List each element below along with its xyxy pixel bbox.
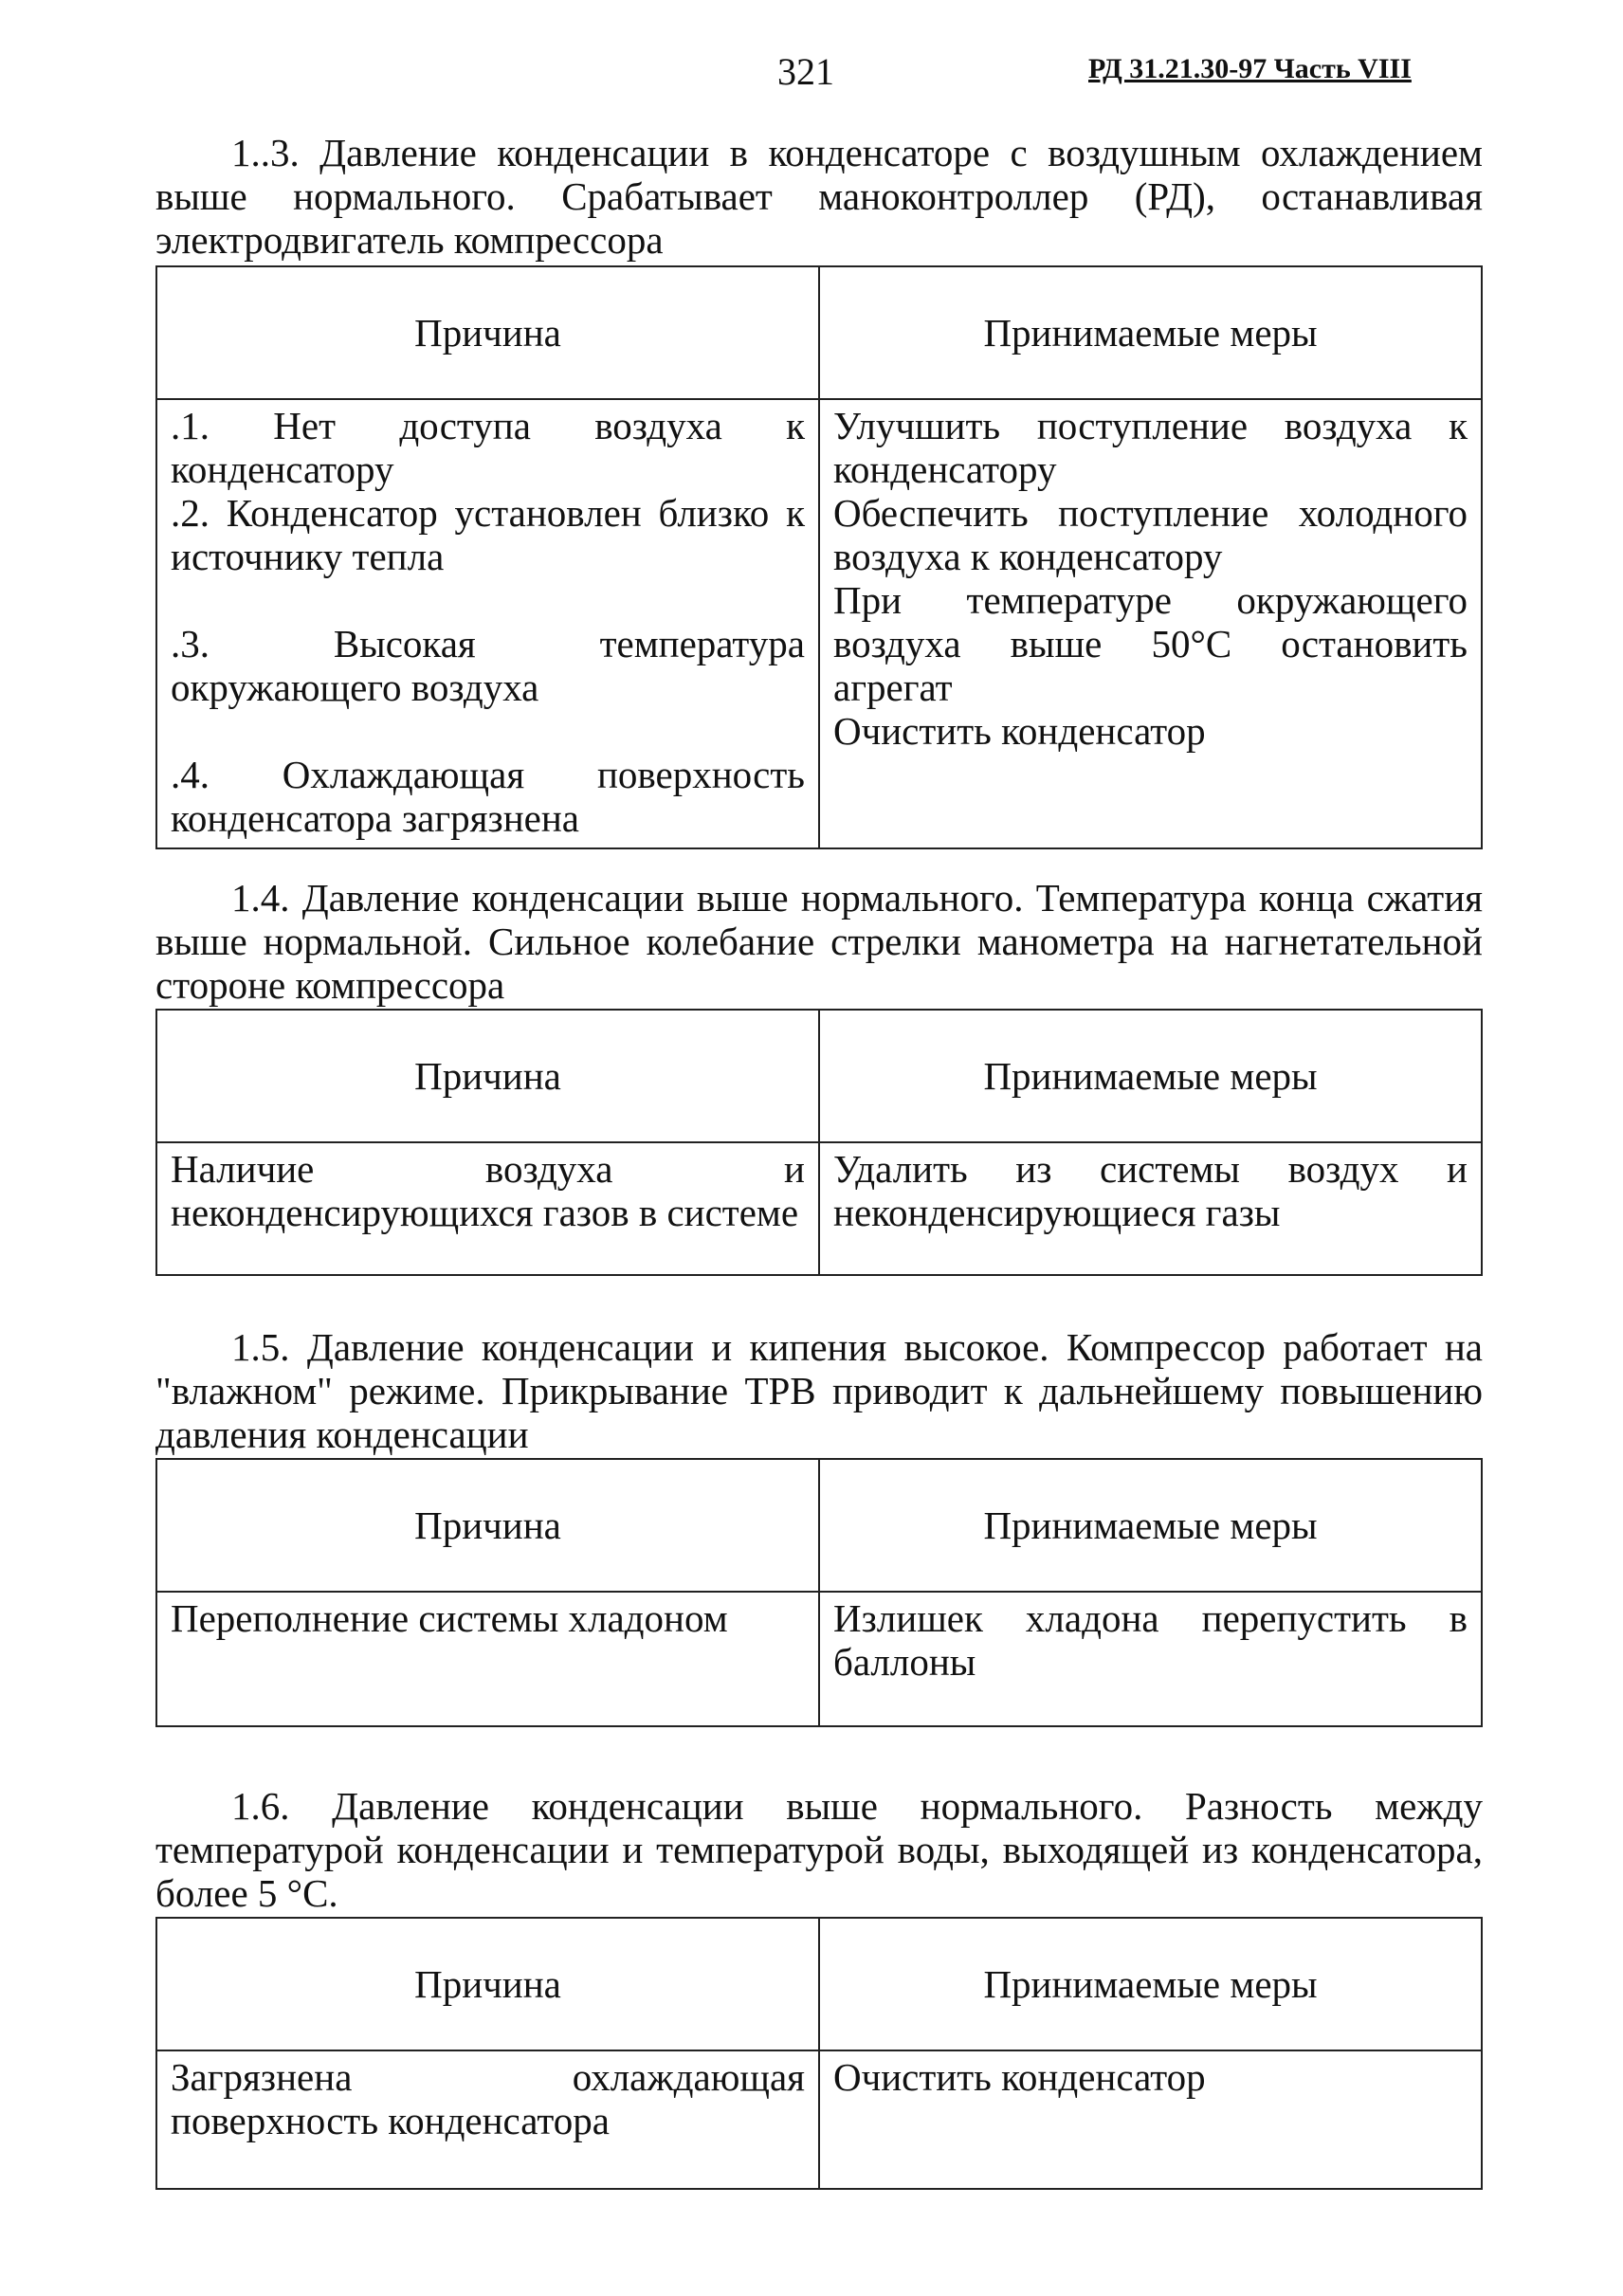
cause-item: .4. Охлаждающая поверхность конденсатора загрязнена: [171, 753, 805, 840]
document-code-text: РД 31.21.30-97 Часть VIII: [1088, 53, 1412, 84]
header-measures: Принимаемые меры: [819, 1918, 1482, 2050]
section-title: [155, 131, 1483, 262]
page-number: 321: [777, 50, 834, 93]
table-header-row: [156, 266, 1482, 399]
measure-item: Очистить конденсатор: [833, 709, 1206, 753]
cause-cell: [156, 399, 819, 848]
section-title-text: 1.5. Давление конденсации и кипения высокое. Компрессор работает на "влажном" режиме. Прикрывание ТРВ приводит к дальнейшему повышению давления конденсации: [155, 1325, 1483, 1456]
cause-item: .3. Высокая температура окружающего воздуха: [171, 622, 805, 709]
section-title: [155, 876, 1483, 1007]
section-title: [155, 1784, 1483, 1915]
cause-cell: [156, 1592, 819, 1726]
table-row: [156, 2050, 1482, 2189]
measure-item: При температуре окружающего воздуха выше 50°С остановить агрегат: [833, 578, 1468, 709]
table-row: [156, 399, 1482, 848]
header-cause: Причина: [156, 1459, 819, 1592]
measure-item: Удалить из системы воздух и неконденсирующиеся газы: [833, 1147, 1468, 1234]
measure-cell: [819, 2050, 1482, 2189]
section-title: [155, 1325, 1483, 1456]
cause-item: .2. Конденсатор установлен близко к источнику тепла: [171, 491, 805, 578]
section-1-6: [155, 1784, 1483, 2190]
trouble-table: [155, 1009, 1483, 1276]
section-title-text: 1.6. Давление конденсации выше нормального. Разность между температурой конденсации и температурой воды, выходящей из конденсатора, более 5 °С.: [155, 1784, 1483, 1915]
measure-item: Обеспечить поступление холодного воздуха к конденсатору: [833, 491, 1468, 578]
measure-cell: [819, 1142, 1482, 1275]
section-1-4: [155, 876, 1483, 1276]
header-cause: Причина: [156, 1010, 819, 1142]
section-1-3: [155, 131, 1483, 849]
section-title-text: 1..3. Давление конденсации в конденсаторе с воздушным охлаждением выше нормального. Срабатывает маноконтроллер (РД), останавливая электродвигатель компрессора: [155, 131, 1483, 262]
measure-cell: [819, 1592, 1482, 1726]
cause-item: Переполнение системы хладоном: [171, 1596, 728, 1640]
measure-cell: [819, 399, 1482, 848]
header-measures: Принимаемые меры: [819, 1459, 1482, 1592]
section-1-5: [155, 1325, 1483, 1727]
measure-item: Улучшить поступление воздуха к конденсатору: [833, 404, 1468, 491]
header-measures: Принимаемые меры: [819, 266, 1482, 399]
section-title-text: 1.4. Давление конденсации выше нормального. Температура конца сжатия выше нормальной. Сильное колебание стрелки манометра на нагнетательной стороне компрессора: [155, 876, 1483, 1007]
cause-item: Загрязнена охлаждающая поверхность конденсатора: [171, 2055, 805, 2142]
cause-cell: [156, 1142, 819, 1275]
cause-cell: [156, 2050, 819, 2189]
header-cause: Причина: [156, 1918, 819, 2050]
header-cause: Причина: [156, 266, 819, 399]
table-header-row: [156, 1459, 1482, 1592]
cause-item: Наличие воздуха и неконденсирующихся газов в системе: [171, 1147, 805, 1234]
table-row: [156, 1142, 1482, 1275]
trouble-table: [155, 1917, 1483, 2190]
cause-item: .1. Нет доступа воздуха к конденсатору: [171, 404, 805, 491]
trouble-table: [155, 1458, 1483, 1727]
header-measures: Принимаемые меры: [819, 1010, 1482, 1142]
measure-item: Излишек хладона перепустить в баллоны: [833, 1596, 1468, 1684]
table-header-row: [156, 1918, 1482, 2050]
table-row: [156, 1592, 1482, 1726]
table-header-row: [156, 1010, 1482, 1142]
document-code: [1088, 53, 1412, 85]
measure-item: Очистить конденсатор: [833, 2055, 1206, 2099]
trouble-table: [155, 265, 1483, 849]
